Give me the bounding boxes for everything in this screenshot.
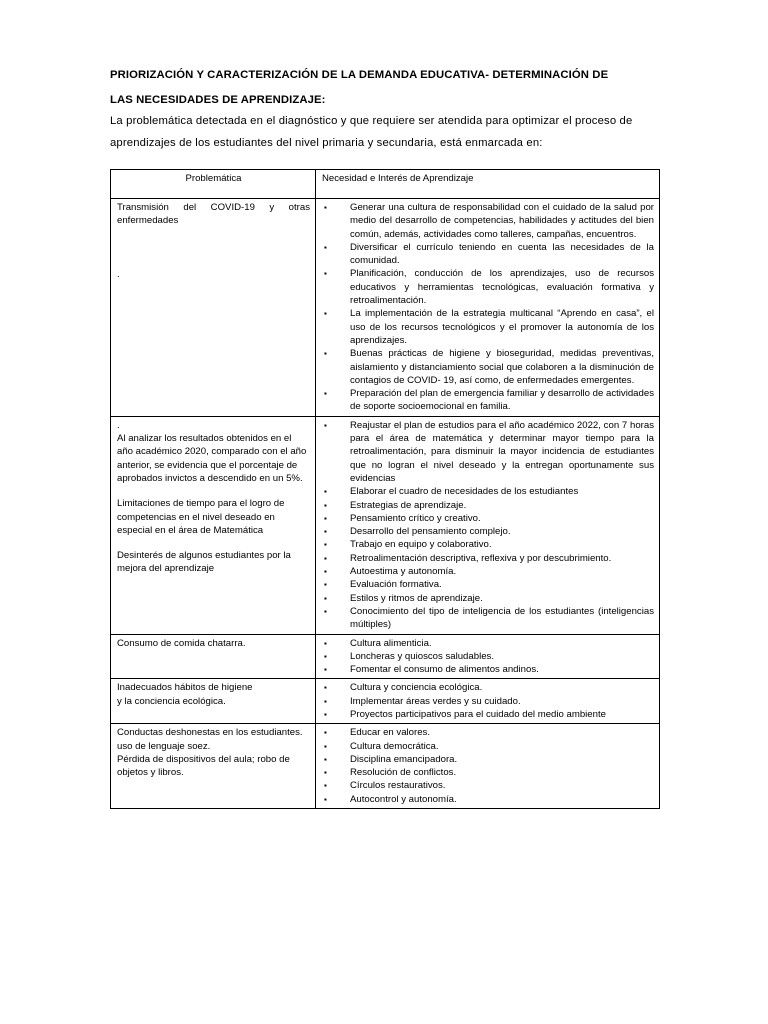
needs-list <box>322 726 654 806</box>
bullet-icon: ▪ <box>324 513 327 523</box>
need-text: Educar en valores. <box>350 727 430 739</box>
problem-text: uso de lenguaje soez. <box>117 740 211 752</box>
need-text: Estilos y ritmos de aprendizaje. <box>350 592 483 604</box>
list-item <box>322 740 654 753</box>
problem-text: Desinterés de algunos estudiantes por la mejora del aprendizaje <box>117 550 291 575</box>
table-row <box>111 724 660 809</box>
table-row <box>111 199 660 417</box>
needs-cell <box>316 724 660 809</box>
need-text: Retroalimentación descriptiva, reflexiva y por descubrimiento. <box>350 552 612 564</box>
needs-table <box>110 169 660 809</box>
list-item <box>322 241 654 268</box>
bullet-icon: ▪ <box>324 309 327 319</box>
bullet-icon: ▪ <box>324 580 327 590</box>
need-text: Loncheras y quioscos saludables. <box>350 650 494 662</box>
list-item <box>322 485 654 498</box>
need-text: Proyectos participativos para el cuidado del medio ambiente <box>350 708 606 720</box>
bullet-icon: ▪ <box>324 349 327 359</box>
bullet-icon: ▪ <box>324 487 327 497</box>
needs-list <box>322 201 654 414</box>
bullet-icon: ▪ <box>324 794 327 804</box>
problem-text: y la conciencia ecológica. <box>117 695 226 707</box>
intro-line-2: aprendizajes de los estudiantes del nivel primaria y secundaria, está enmarcada en: <box>110 137 543 149</box>
bullet-icon: ▪ <box>324 389 327 399</box>
intro-line-1: La problemática detectada en el diagnóstico y que requiere ser atendida para optimizar el proceso de <box>110 115 633 127</box>
list-item <box>322 650 654 663</box>
needs-list <box>322 637 654 677</box>
bullet-icon: ▪ <box>324 420 327 430</box>
title-line-1: PRIORIZACIÓN Y CARACTERIZACIÓN DE LA DEMANDA EDUCATIVA- DETERMINACIÓN DE <box>110 69 609 81</box>
problem-cell <box>111 634 316 679</box>
list-item <box>322 726 654 739</box>
header-need: Necesidad e Interés de Aprendizaje <box>316 170 660 199</box>
list-item <box>322 499 654 512</box>
table-header-row <box>111 170 660 199</box>
need-text: Estrategias de aprendizaje. <box>350 499 467 511</box>
need-text: Preparación del plan de emergencia familiar y desarrollo de actividades de soporte socioemocional en familia. <box>350 388 654 413</box>
need-text: Evaluación formativa. <box>350 579 442 591</box>
bullet-icon: ▪ <box>324 203 327 212</box>
list-item <box>322 307 654 347</box>
need-text: Círculos restaurativos. <box>350 780 446 792</box>
need-text: Cultura y conciencia ecológica. <box>350 682 483 694</box>
need-text: Generar una cultura de responsabilidad con el cuidado de la salud por medio del desarrollo de competencias, habilidades y actitudes del bien común, además, actividades como talleres, campañas, encuentros. <box>350 202 654 240</box>
list-item <box>322 605 654 632</box>
bullet-icon: ▪ <box>324 269 327 279</box>
need-text: Desarrollo del pensamiento complejo. <box>350 526 511 538</box>
bullet-icon: ▪ <box>324 768 327 778</box>
list-item <box>322 201 654 241</box>
need-text: Autocontrol y autonomía. <box>350 793 457 805</box>
need-text: Fomentar el consumo de alimentos andinos. <box>350 664 539 676</box>
needs-cell <box>316 679 660 724</box>
list-item <box>322 766 654 779</box>
list-item <box>322 578 654 591</box>
needs-cell <box>316 634 660 679</box>
list-item <box>322 525 654 538</box>
list-item <box>322 347 654 387</box>
list-item <box>322 419 654 485</box>
list-item <box>322 637 654 650</box>
problem-text: Al analizar los resultados obtenidos en el año académico 2020, comparado con el año anterior, se evidencia que el porcentaje de aprobados invictos a descendido en un 5%. <box>117 433 307 484</box>
bullet-icon: ▪ <box>324 741 327 751</box>
need-text: Buenas prácticas de higiene y bioseguridad, medidas preventivas, aislamiento y distanciamiento social que colaboren a la disminución de contagios de COVID- 19, así como, de enfermedades emergentes. <box>350 348 654 386</box>
list-item <box>322 565 654 578</box>
need-text: La implementación de la estrategia multicanal “Aprendo en casa”, el uso de los recursos tecnológicos y el promover la autonomía de los aprendizajes. <box>350 308 654 346</box>
bullet-icon: ▪ <box>324 709 327 719</box>
problem-cell <box>111 724 316 809</box>
need-text: Pensamiento crítico y creativo. <box>350 512 481 524</box>
bullet-icon: ▪ <box>324 500 327 510</box>
bullet-icon: ▪ <box>324 638 327 648</box>
bullet-icon: ▪ <box>324 696 327 706</box>
need-text: Disciplina emancipadora. <box>350 753 458 765</box>
title-line-2: LAS NECESIDADES DE APRENDIZAJE: <box>110 94 326 106</box>
problem-text: Limitaciones de tiempo para el logro de competencias en el nivel deseado en especial en el área de Matemática <box>117 498 285 536</box>
problem-text: . <box>117 419 120 431</box>
bullet-icon: ▪ <box>324 754 327 764</box>
list-item <box>322 538 654 551</box>
bullet-icon: ▪ <box>324 567 327 577</box>
list-item <box>322 681 654 694</box>
needs-cell <box>316 199 660 417</box>
problem-text: Transmisión del COVID-19 y otras enfermedades <box>117 202 310 227</box>
problem-text: Consumo de comida chatarra. <box>117 637 246 649</box>
needs-cell <box>316 416 660 634</box>
list-item <box>322 552 654 565</box>
need-text: Cultura alimenticia. <box>350 637 432 649</box>
table-row <box>111 416 660 634</box>
need-text: Resolución de conflictos. <box>350 767 457 779</box>
table-row <box>111 679 660 724</box>
bullet-icon: ▪ <box>324 540 327 550</box>
list-item <box>322 387 654 414</box>
problem-text: Pérdida de dispositivos del aula; robo de objetos y libros. <box>117 753 290 779</box>
problem-text: . <box>117 268 120 280</box>
bullet-icon: ▪ <box>324 781 327 791</box>
bullet-icon: ▪ <box>324 683 327 693</box>
header-problem: Problemática <box>111 170 316 199</box>
need-text: Diversificar el currículo teniendo en cuenta las necesidades de la comunidad. <box>350 241 654 267</box>
need-text: Reajustar el plan de estudios para el año académico 2022, con 7 horas para el área de matemática y determinar mayor tiempo para la retroalimentación, para disminuir la mayor incidencia de estudiantes que no logran el nivel deseado y la entregan oportunamente sus evidencias <box>350 419 654 484</box>
bullet-icon: ▪ <box>324 665 327 675</box>
bullet-icon: ▪ <box>324 651 327 661</box>
problem-cell <box>111 679 316 724</box>
list-item <box>322 793 654 806</box>
bullet-icon: ▪ <box>324 728 327 738</box>
need-text: Elaborar el cuadro de necesidades de los estudiantes <box>350 486 579 498</box>
needs-list <box>322 419 654 632</box>
bullet-icon: ▪ <box>324 242 327 252</box>
list-item <box>322 779 654 792</box>
table-row <box>111 634 660 679</box>
list-item <box>322 267 654 307</box>
need-text: Trabajo en equipo y colaborativo. <box>350 539 492 551</box>
problem-text: Inadecuados hábitos de higiene <box>117 682 253 694</box>
problem-cell <box>111 199 316 417</box>
list-item <box>322 695 654 708</box>
problem-cell <box>111 416 316 634</box>
need-text: Autoestima y autonomía. <box>350 566 457 578</box>
list-item <box>322 708 654 721</box>
bullet-icon: ▪ <box>324 606 327 616</box>
list-item <box>322 663 654 676</box>
bullet-icon: ▪ <box>324 553 327 563</box>
list-item <box>322 592 654 605</box>
bullet-icon: ▪ <box>324 527 327 537</box>
need-text: Planificación, conducción de los aprendizajes, uso de recursos educativos y herramientas tecnológicas, evaluación formativa y retroalimentación. <box>350 268 654 307</box>
list-item <box>322 512 654 525</box>
list-item <box>322 753 654 766</box>
problem-text: Conductas deshonestas en los estudiantes. <box>117 727 303 739</box>
need-text: Conocimiento del tipo de inteligencia de los estudiantes (inteligencias múltiples) <box>350 605 654 631</box>
need-text: Cultura democrática. <box>350 740 439 752</box>
bullet-icon: ▪ <box>324 593 327 603</box>
needs-list <box>322 681 654 721</box>
need-text: Implementar áreas verdes y su cuidado. <box>350 695 521 707</box>
